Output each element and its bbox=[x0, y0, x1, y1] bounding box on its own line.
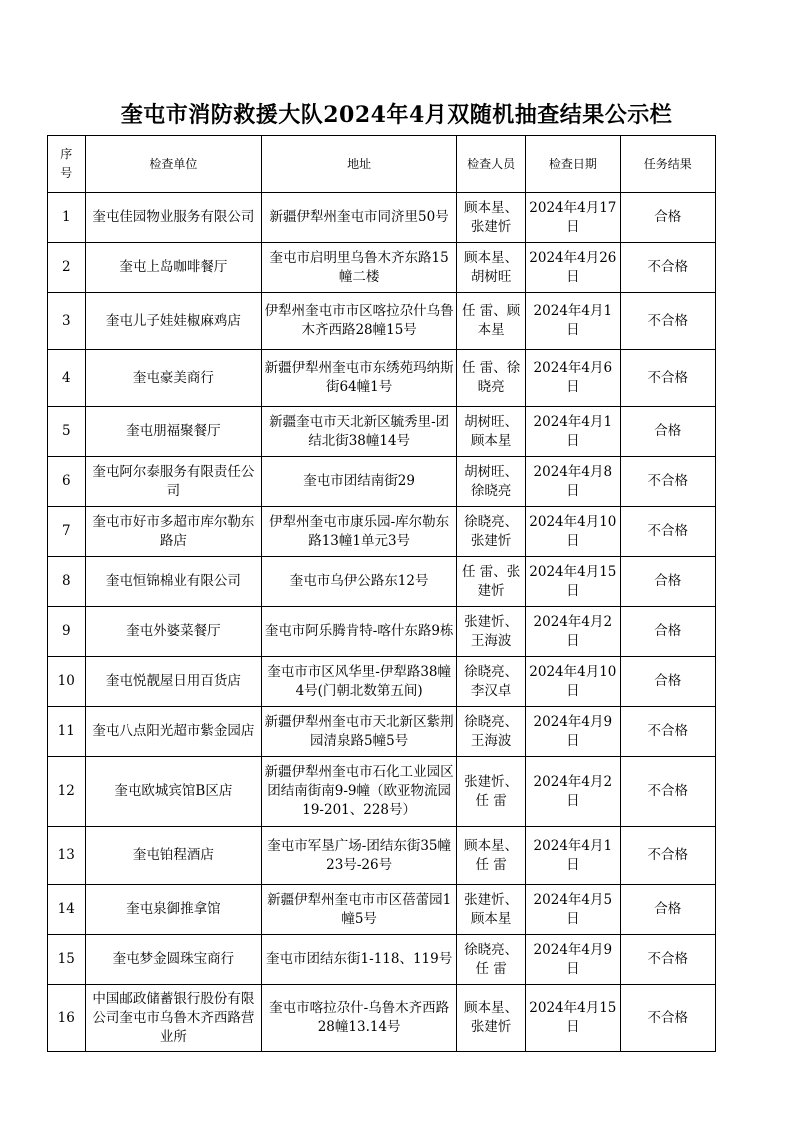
inspected-unit-cell: 奎屯佳园物业服务有限公司 bbox=[85, 193, 262, 243]
task-result-cell: 不合格 bbox=[620, 827, 715, 885]
task-result-cell: 不合格 bbox=[620, 293, 715, 350]
inspectors-cell: 任 雷、张建忻 bbox=[457, 557, 526, 607]
inspected-unit-cell: 奎屯朋福聚餐厅 bbox=[85, 407, 262, 457]
address-cell: 伊犁州奎屯市市区喀拉尕什乌鲁木齐西路28幢15号 bbox=[262, 293, 457, 350]
row-number-cell: 6 bbox=[48, 457, 86, 507]
row-number-cell: 5 bbox=[48, 407, 86, 457]
inspected-unit-cell: 奎屯豪美商行 bbox=[85, 350, 262, 407]
row-number-cell: 4 bbox=[48, 350, 86, 407]
address-cell: 新疆伊犁州奎屯市市区蓓蕾园1幢5号 bbox=[262, 885, 457, 935]
address-cell: 奎屯市团结南街29 bbox=[262, 457, 457, 507]
inspection-date-cell: 2024年4月2日 bbox=[526, 607, 620, 657]
inspected-unit-cell: 奎屯市好市多超市库尔勒东路店 bbox=[85, 507, 262, 557]
inspection-date-cell: 2024年4月9日 bbox=[526, 935, 620, 985]
table-row bbox=[48, 193, 716, 243]
table-row bbox=[48, 657, 716, 707]
inspection-date-cell: 2024年4月9日 bbox=[526, 707, 620, 757]
table-row bbox=[48, 707, 716, 757]
inspection-date-cell: 2024年4月2日 bbox=[526, 757, 620, 827]
inspected-unit-cell: 奎屯上岛咖啡餐厅 bbox=[85, 243, 262, 293]
task-result-cell: 不合格 bbox=[620, 457, 715, 507]
row-number-cell: 16 bbox=[48, 985, 86, 1052]
table-row bbox=[48, 935, 716, 985]
inspectors-cell: 徐晓亮、张建忻 bbox=[457, 507, 526, 557]
inspectors-cell: 顾本星、胡树旺 bbox=[457, 243, 526, 293]
header-no: 序号 bbox=[48, 136, 86, 193]
inspected-unit-cell: 奎屯恒锦棉业有限公司 bbox=[85, 557, 262, 607]
inspectors-cell: 张建忻、顾本星 bbox=[457, 885, 526, 935]
inspection-date-cell: 2024年4月15日 bbox=[526, 985, 620, 1052]
table-row bbox=[48, 507, 716, 557]
row-number-cell: 13 bbox=[48, 827, 86, 885]
inspection-date-cell: 2024年4月26日 bbox=[526, 243, 620, 293]
inspectors-cell: 任 雷、徐晓亮 bbox=[457, 350, 526, 407]
inspectors-cell: 顾本星、张建忻 bbox=[457, 193, 526, 243]
inspectors-cell: 张建忻、王海波 bbox=[457, 607, 526, 657]
inspectors-cell: 顾本星、任 雷 bbox=[457, 827, 526, 885]
task-result-cell: 合格 bbox=[620, 657, 715, 707]
row-number-cell: 10 bbox=[48, 657, 86, 707]
row-number-cell: 11 bbox=[48, 707, 86, 757]
row-number-cell: 14 bbox=[48, 885, 86, 935]
inspectors-cell: 胡树旺、徐晓亮 bbox=[457, 457, 526, 507]
address-cell: 伊犁州奎屯市康乐园-库尔勒东路13幢1单元3号 bbox=[262, 507, 457, 557]
task-result-cell: 不合格 bbox=[620, 707, 715, 757]
inspected-unit-cell: 奎屯铂程酒店 bbox=[85, 827, 262, 885]
table-row bbox=[48, 607, 716, 657]
task-result-cell: 不合格 bbox=[620, 985, 715, 1052]
table-header-row bbox=[48, 136, 716, 193]
inspection-date-cell: 2024年4月8日 bbox=[526, 457, 620, 507]
row-number-cell: 15 bbox=[48, 935, 86, 985]
task-result-cell: 合格 bbox=[620, 885, 715, 935]
inspected-unit-cell: 中国邮政储蓄银行股份有限公司奎屯市乌鲁木齐西路营业所 bbox=[85, 985, 262, 1052]
table-row bbox=[48, 457, 716, 507]
inspection-date-cell: 2024年4月15日 bbox=[526, 557, 620, 607]
inspected-unit-cell: 奎屯外婆菜餐厅 bbox=[85, 607, 262, 657]
address-cell: 新疆伊犁州奎屯市东绣苑玛纳斯街64幢1号 bbox=[262, 350, 457, 407]
row-number-cell: 8 bbox=[48, 557, 86, 607]
inspected-unit-cell: 奎屯儿子娃娃椒麻鸡店 bbox=[85, 293, 262, 350]
task-result-cell: 不合格 bbox=[620, 350, 715, 407]
inspection-date-cell: 2024年4月17日 bbox=[526, 193, 620, 243]
header-inspectors: 检查人员 bbox=[457, 136, 526, 193]
header-date: 检查日期 bbox=[526, 136, 620, 193]
inspectors-cell: 徐晓亮、王海波 bbox=[457, 707, 526, 757]
inspection-date-cell: 2024年4月10日 bbox=[526, 507, 620, 557]
table-row bbox=[48, 757, 716, 827]
inspection-results-table bbox=[47, 135, 716, 1052]
table-row bbox=[48, 407, 716, 457]
address-cell: 新疆伊犁州奎屯市同济里50号 bbox=[262, 193, 457, 243]
table-row bbox=[48, 827, 716, 885]
header-unit: 检查单位 bbox=[85, 136, 262, 193]
task-result-cell: 合格 bbox=[620, 607, 715, 657]
address-cell: 新疆伊犁州奎屯市石化工业园区团结南街南9-9幢（欧亚物流园19-201、228号） bbox=[262, 757, 457, 827]
address-cell: 奎屯市阿乐腾肯特-喀什东路9栋 bbox=[262, 607, 457, 657]
page-title: 奎屯市消防救援大队2024年4月双随机抽查结果公示栏 bbox=[120, 102, 673, 128]
table-row bbox=[48, 243, 716, 293]
task-result-cell: 不合格 bbox=[620, 507, 715, 557]
header-address: 地址 bbox=[262, 136, 457, 193]
task-result-cell: 合格 bbox=[620, 407, 715, 457]
inspectors-cell: 徐晓亮、任 雷 bbox=[457, 935, 526, 985]
inspectors-cell: 顾本星、张建忻 bbox=[457, 985, 526, 1052]
inspectors-cell: 徐晓亮、李汉卓 bbox=[457, 657, 526, 707]
inspected-unit-cell: 奎屯梦金圆珠宝商行 bbox=[85, 935, 262, 985]
header-result: 任务结果 bbox=[620, 136, 715, 193]
table-row bbox=[48, 293, 716, 350]
row-number-cell: 2 bbox=[48, 243, 86, 293]
inspection-date-cell: 2024年4月1日 bbox=[526, 293, 620, 350]
task-result-cell: 不合格 bbox=[620, 935, 715, 985]
inspection-date-cell: 2024年4月10日 bbox=[526, 657, 620, 707]
inspection-date-cell: 2024年4月1日 bbox=[526, 407, 620, 457]
address-cell: 奎屯市团结东街1-118、119号 bbox=[262, 935, 457, 985]
inspectors-cell: 张建忻、任 雷 bbox=[457, 757, 526, 827]
table-row bbox=[48, 557, 716, 607]
inspectors-cell: 胡树旺、顾本星 bbox=[457, 407, 526, 457]
inspected-unit-cell: 奎屯欧城宾馆B区店 bbox=[85, 757, 262, 827]
inspected-unit-cell: 奎屯泉御推拿馆 bbox=[85, 885, 262, 935]
inspected-unit-cell: 奎屯悦靓屋日用百货店 bbox=[85, 657, 262, 707]
address-cell: 新疆伊犁州奎屯市天北新区紫荆园清泉路5幢5号 bbox=[262, 707, 457, 757]
inspection-date-cell: 2024年4月1日 bbox=[526, 827, 620, 885]
task-result-cell: 合格 bbox=[620, 557, 715, 607]
address-cell: 奎屯市乌伊公路东12号 bbox=[262, 557, 457, 607]
task-result-cell: 合格 bbox=[620, 193, 715, 243]
row-number-cell: 1 bbox=[48, 193, 86, 243]
task-result-cell: 不合格 bbox=[620, 757, 715, 827]
row-number-cell: 3 bbox=[48, 293, 86, 350]
table-row bbox=[48, 350, 716, 407]
inspection-date-cell: 2024年4月5日 bbox=[526, 885, 620, 935]
inspected-unit-cell: 奎屯阿尔泰服务有限责任公司 bbox=[85, 457, 262, 507]
address-cell: 新疆奎屯市天北新区毓秀里-团结北街38幢14号 bbox=[262, 407, 457, 457]
inspected-unit-cell: 奎屯八点阳光超市紫金园店 bbox=[85, 707, 262, 757]
inspection-date-cell: 2024年4月6日 bbox=[526, 350, 620, 407]
row-number-cell: 9 bbox=[48, 607, 86, 657]
address-cell: 奎屯市喀拉尕什-乌鲁木齐西路28幢13.14号 bbox=[262, 985, 457, 1052]
address-cell: 奎屯市军垦广场-团结东街35幢23号-26号 bbox=[262, 827, 457, 885]
address-cell: 奎屯市启明里乌鲁木齐东路15幢二楼 bbox=[262, 243, 457, 293]
table-row bbox=[48, 985, 716, 1052]
row-number-cell: 12 bbox=[48, 757, 86, 827]
address-cell: 奎屯市市区风华里-伊犁路38幢4号(门朝北数第五间) bbox=[262, 657, 457, 707]
inspectors-cell: 任 雷、顾本星 bbox=[457, 293, 526, 350]
table-row bbox=[48, 885, 716, 935]
task-result-cell: 不合格 bbox=[620, 243, 715, 293]
row-number-cell: 7 bbox=[48, 507, 86, 557]
